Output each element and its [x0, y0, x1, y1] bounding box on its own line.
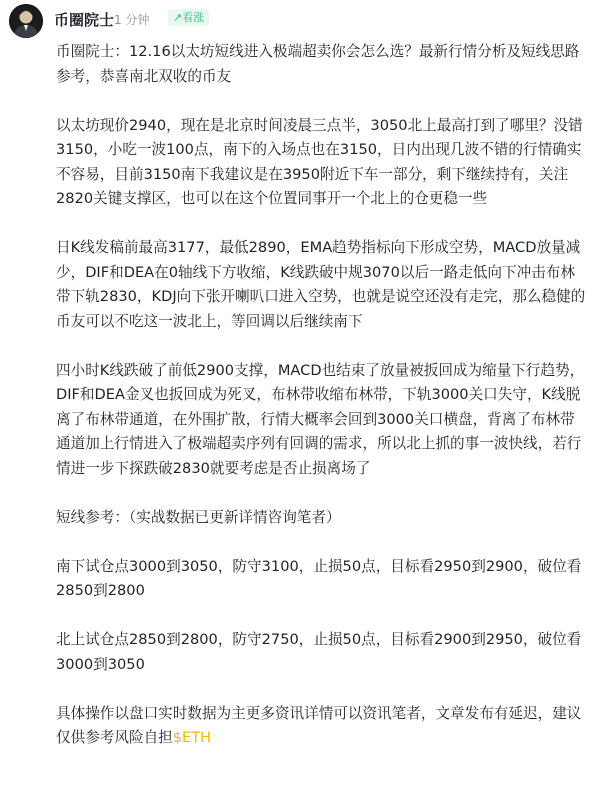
- post-body: [56, 40, 586, 751]
- post-paragraph-short: 南下试仓点3000到3050，防守3100，止损50点，目标看2950到2900，破位看2850到2800: [56, 557, 582, 599]
- post-time: 1 分钟: [114, 13, 150, 27]
- disclaimer-text: 具体操作以盘口实时数据为主更多资讯详情可以资讯笔者，文章发布有延迟，建议仅供参考风险自担: [56, 704, 582, 746]
- sentiment-badge: ↗看涨: [168, 9, 209, 26]
- post-paragraph-price: 以太坊现价2940，现在是北京时间凌晨三点半，3050北上最高打到了哪里？没错3150，小吃一波100点，南下的入场点也在3150，日内出现几波不错的行情确实不容易，目前3150南下我建议是在3950附近下车一部分，剩下继续持有，关注2820关键支撑区，也可以在这个位置同事开一个北上的仓更稳一些: [56, 116, 583, 207]
- post-paragraph-title: 币圈院士：12.16以太坊短线进入极端超卖你会怎么选？最新行情分析及短线思路参考，恭喜南北双收的币友: [56, 43, 580, 85]
- post-paragraph-4h: 四小时K线跌破了前低2900支撑，MACD也结束了放量被扳回成为缩量下行趋势，DIF和DEA金叉也扳回成为死叉，布林带收缩布林带，下轨3000关口失守，K线脱离了布林带通道，在外围扩散，行情大概率会回到3000关口横盘，背离了布林带通道加上行情进入了极端超卖序列有回调的需求，所以北上抓的事一波快线，若行情进一步下探跌破2830就要考虑是否止损离场了: [56, 361, 585, 477]
- cashtag-link[interactable]: $ETH: [172, 729, 212, 746]
- avatar-portrait-icon: [9, 4, 43, 38]
- post-paragraph-disclaimer: [56, 702, 586, 751]
- avatar[interactable]: [9, 4, 43, 38]
- post-paragraph-reference: 短线参考：（实战数据已更新详情咨询笔者）: [56, 508, 341, 526]
- post-header: [0, 0, 599, 42]
- post-paragraph-long: 北上试仓点2850到2800，防守2750，止损50点，目标看2900到2950，破位看3000到3050: [56, 631, 582, 673]
- author-name[interactable]: 币圈院士: [54, 11, 115, 29]
- post-paragraph-daily: 日K线发稿前最高3177，最低2890，EMA趋势指标向下形成空势，MACD放量减少，DIF和DEA在0轴线下方收缩，K线跌破中规3070以后一路走低向下冲击布林带下轨2830，KDJ向下张开喇叭口进入空势，也就是说空还没有走完，那么稳健的币友可以不吃这一波北上，等回调以后继续南下: [56, 239, 586, 330]
